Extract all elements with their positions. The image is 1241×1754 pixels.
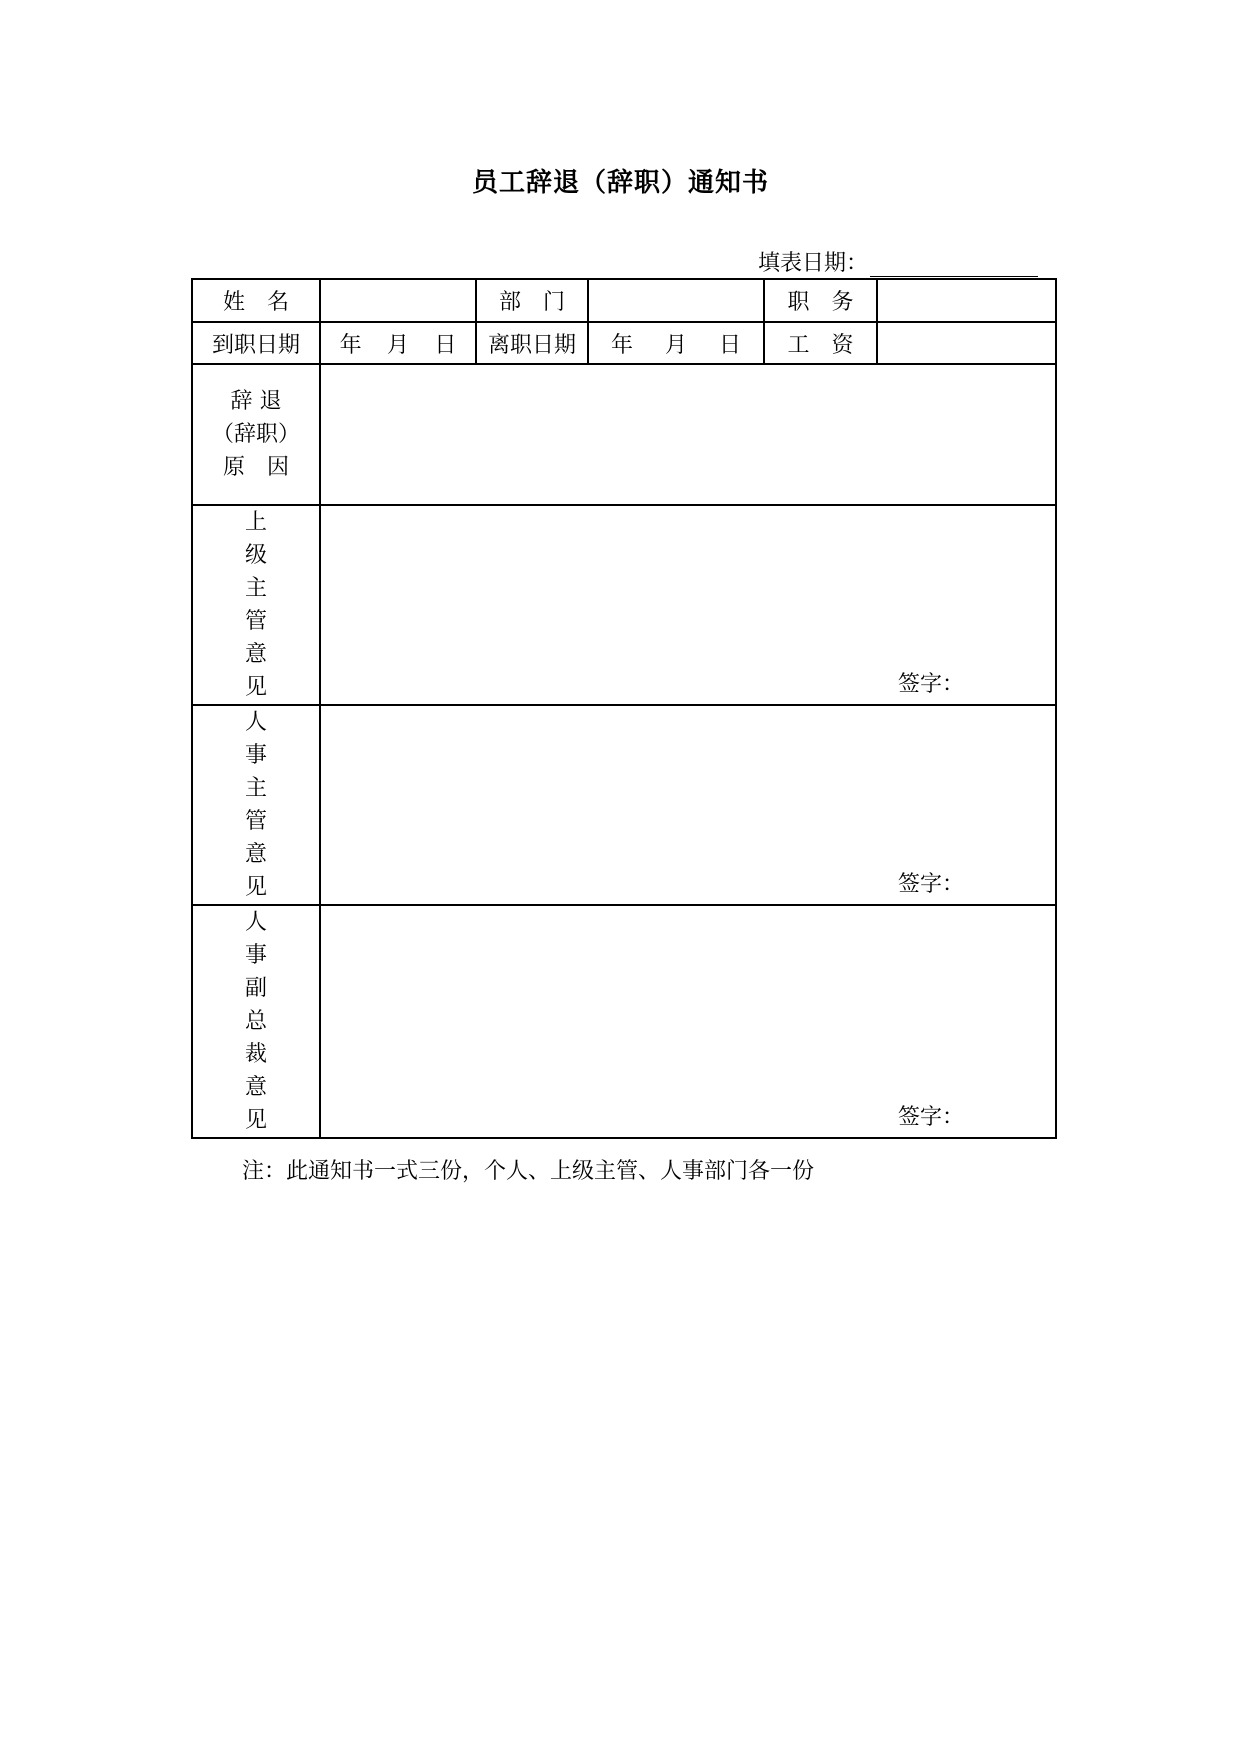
supervisor-label-char: 主 [244, 576, 267, 601]
vp-label-char: 总 [244, 1009, 267, 1034]
vp-label-char: 事 [244, 943, 267, 968]
supervisor-label-char: 意 [244, 642, 267, 667]
supervisor-label-char: 级 [244, 543, 267, 568]
join-day-unit: 日 [434, 332, 457, 358]
leave-day-unit: 日 [718, 332, 741, 358]
position-field[interactable] [877, 279, 1056, 322]
reason-label-line-2: （辞职） [211, 422, 300, 447]
hr-opinion-label [192, 705, 320, 905]
leave-date-field[interactable] [588, 322, 764, 364]
position-label: 职 务 [764, 279, 877, 322]
supervisor-label-char: 见 [244, 675, 267, 700]
name-field[interactable] [320, 279, 476, 322]
form-row-dates [192, 322, 1056, 364]
reason-label-line-1: 辞 退 [230, 389, 282, 414]
form-row-supervisor-opinion [192, 505, 1056, 705]
join-date-field[interactable] [320, 322, 476, 364]
hr-label-char: 主 [244, 776, 267, 801]
hr-opinion-field[interactable] [320, 705, 1056, 905]
vp-label-char: 裁 [244, 1042, 267, 1067]
department-label: 部 门 [476, 279, 588, 322]
hr-label-char: 人 [244, 710, 267, 735]
join-year-unit: 年 [339, 332, 362, 358]
vp-sign-label: 签字： [898, 1105, 965, 1130]
hr-label-char: 见 [244, 875, 267, 900]
join-month-unit: 月 [386, 332, 409, 358]
page-title: 员工辞退（辞职）通知书 [471, 168, 769, 198]
form-row-hr-opinion [192, 705, 1056, 905]
vp-opinion-label [192, 905, 320, 1138]
reason-label [192, 364, 320, 505]
hr-label-char: 意 [244, 842, 267, 867]
form-row-vp-opinion [192, 905, 1056, 1138]
supervisor-label-char: 管 [244, 609, 267, 634]
join-date-label: 到职日期 [192, 322, 320, 364]
vp-label-char: 人 [244, 910, 267, 935]
salary-label: 工 资 [764, 322, 877, 364]
salary-field[interactable] [877, 322, 1056, 364]
fill-date-label: 填表日期： [758, 251, 869, 276]
footnote: 注：此通知书一式三份，个人、上级主管、人事部门各一份 [242, 1159, 815, 1184]
hr-label-char: 管 [244, 809, 267, 834]
vp-label-char: 见 [244, 1108, 267, 1133]
vp-opinion-field[interactable] [320, 905, 1056, 1138]
supervisor-opinion-label [192, 505, 320, 705]
name-label: 姓 名 [192, 279, 320, 322]
leave-date-label: 离职日期 [476, 322, 588, 364]
hr-sign-label: 签字： [898, 872, 965, 897]
supervisor-opinion-field[interactable] [320, 505, 1056, 705]
vp-label-char: 副 [244, 976, 267, 1001]
department-field[interactable] [588, 279, 764, 322]
leave-year-unit: 年 [610, 332, 633, 358]
reason-label-line-3: 原 因 [222, 455, 289, 480]
form-row-reason [192, 364, 1056, 505]
resignation-form-table [191, 278, 1057, 1139]
fill-date-blank[interactable] [870, 256, 1038, 277]
supervisor-sign-label: 签字： [898, 672, 965, 697]
fill-date-field [758, 246, 1038, 277]
hr-label-char: 事 [244, 743, 267, 768]
vp-label-char: 意 [244, 1075, 267, 1100]
form-row-basic-info [192, 279, 1056, 322]
supervisor-label-char: 上 [244, 510, 267, 535]
reason-field[interactable] [320, 364, 1056, 505]
leave-month-unit: 月 [664, 332, 687, 358]
